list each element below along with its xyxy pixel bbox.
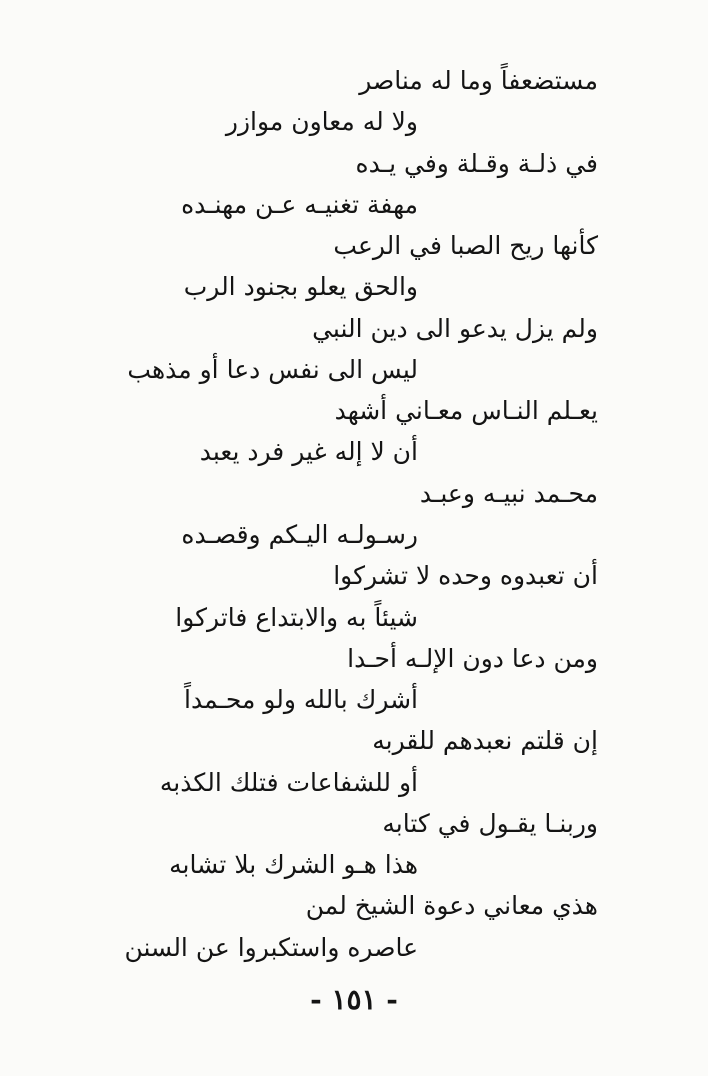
poem-line bbox=[0, 762, 708, 804]
poem-line bbox=[0, 597, 708, 639]
poem-line-text: ولا له معاون موازر bbox=[225, 107, 418, 136]
poem-line bbox=[0, 803, 708, 845]
poem-line bbox=[0, 844, 708, 886]
poem-line-text: ولم يزل يدعو الى دين النبي bbox=[312, 314, 598, 343]
poem-line-text: وربنـا يقـول في كتابه bbox=[382, 809, 598, 838]
poem-line bbox=[0, 225, 708, 267]
poem-line-text: ومن دعا دون الإلـه أحـدا bbox=[347, 644, 598, 673]
poem-line-text: مستضعفاً وما له مناصر bbox=[359, 66, 598, 95]
poem-line bbox=[0, 390, 708, 432]
poem-line bbox=[0, 885, 708, 927]
poem-line-text: أن تعبدوه وحده لا تشركوا bbox=[333, 561, 598, 590]
poem-line bbox=[0, 143, 708, 185]
poem-line bbox=[0, 555, 708, 597]
poem-line-text: أشرك بالله ولو محـمداً bbox=[184, 685, 418, 714]
poem-line-text: كأنها ريح الصبا في الرعب bbox=[333, 231, 598, 260]
poem-line bbox=[0, 927, 708, 969]
poem-line-text: أو للشفاعات فتلك الكذبه bbox=[159, 768, 418, 797]
page-number: - ١٥١ - bbox=[310, 983, 398, 1016]
poem-line bbox=[0, 473, 708, 515]
poem-line bbox=[0, 101, 708, 143]
poem-line bbox=[0, 60, 708, 102]
poem-line bbox=[0, 679, 708, 721]
poem-line bbox=[0, 349, 708, 391]
poem-line bbox=[0, 638, 708, 680]
poem-line-text: عاصره واستكبروا عن السنن bbox=[124, 933, 418, 962]
poem-line bbox=[0, 308, 708, 350]
poem-line bbox=[0, 514, 708, 556]
poem-line-text: في ذلـة وقـلة وفي يـده bbox=[355, 149, 598, 178]
poem-line bbox=[0, 184, 708, 226]
poem-line-text: إن قلتم نعبدهم للقربه bbox=[372, 726, 598, 755]
poem-line-text: والحق يعلو بجنود الرب bbox=[183, 272, 418, 301]
poem-line-text: يعـلم النـاس معـاني أشهد bbox=[334, 396, 598, 425]
poem-line-text: هذي معاني دعوة الشيخ لمن bbox=[305, 891, 598, 920]
poem-line bbox=[0, 431, 708, 473]
poem-line-text: مهفة تغنيـه عـن مهنـده bbox=[181, 190, 418, 219]
poem-line-text: محـمد نبيـه وعبـد bbox=[419, 479, 598, 508]
poem-line-text: ليس الى نفس دعا أو مذهب bbox=[127, 355, 418, 384]
poem-line-text: أن لا إله غير فرد يعبد bbox=[199, 437, 418, 466]
poem-line bbox=[0, 720, 708, 762]
poem-line bbox=[0, 266, 708, 308]
poem-line-text: هذا هـو الشرك بلا تشابه bbox=[169, 850, 418, 879]
poem-line-text: رسـولـه اليـكم وقصـده bbox=[181, 520, 418, 549]
poem-line-text: شيئاً به والابتداع فاتركوا bbox=[175, 603, 418, 632]
